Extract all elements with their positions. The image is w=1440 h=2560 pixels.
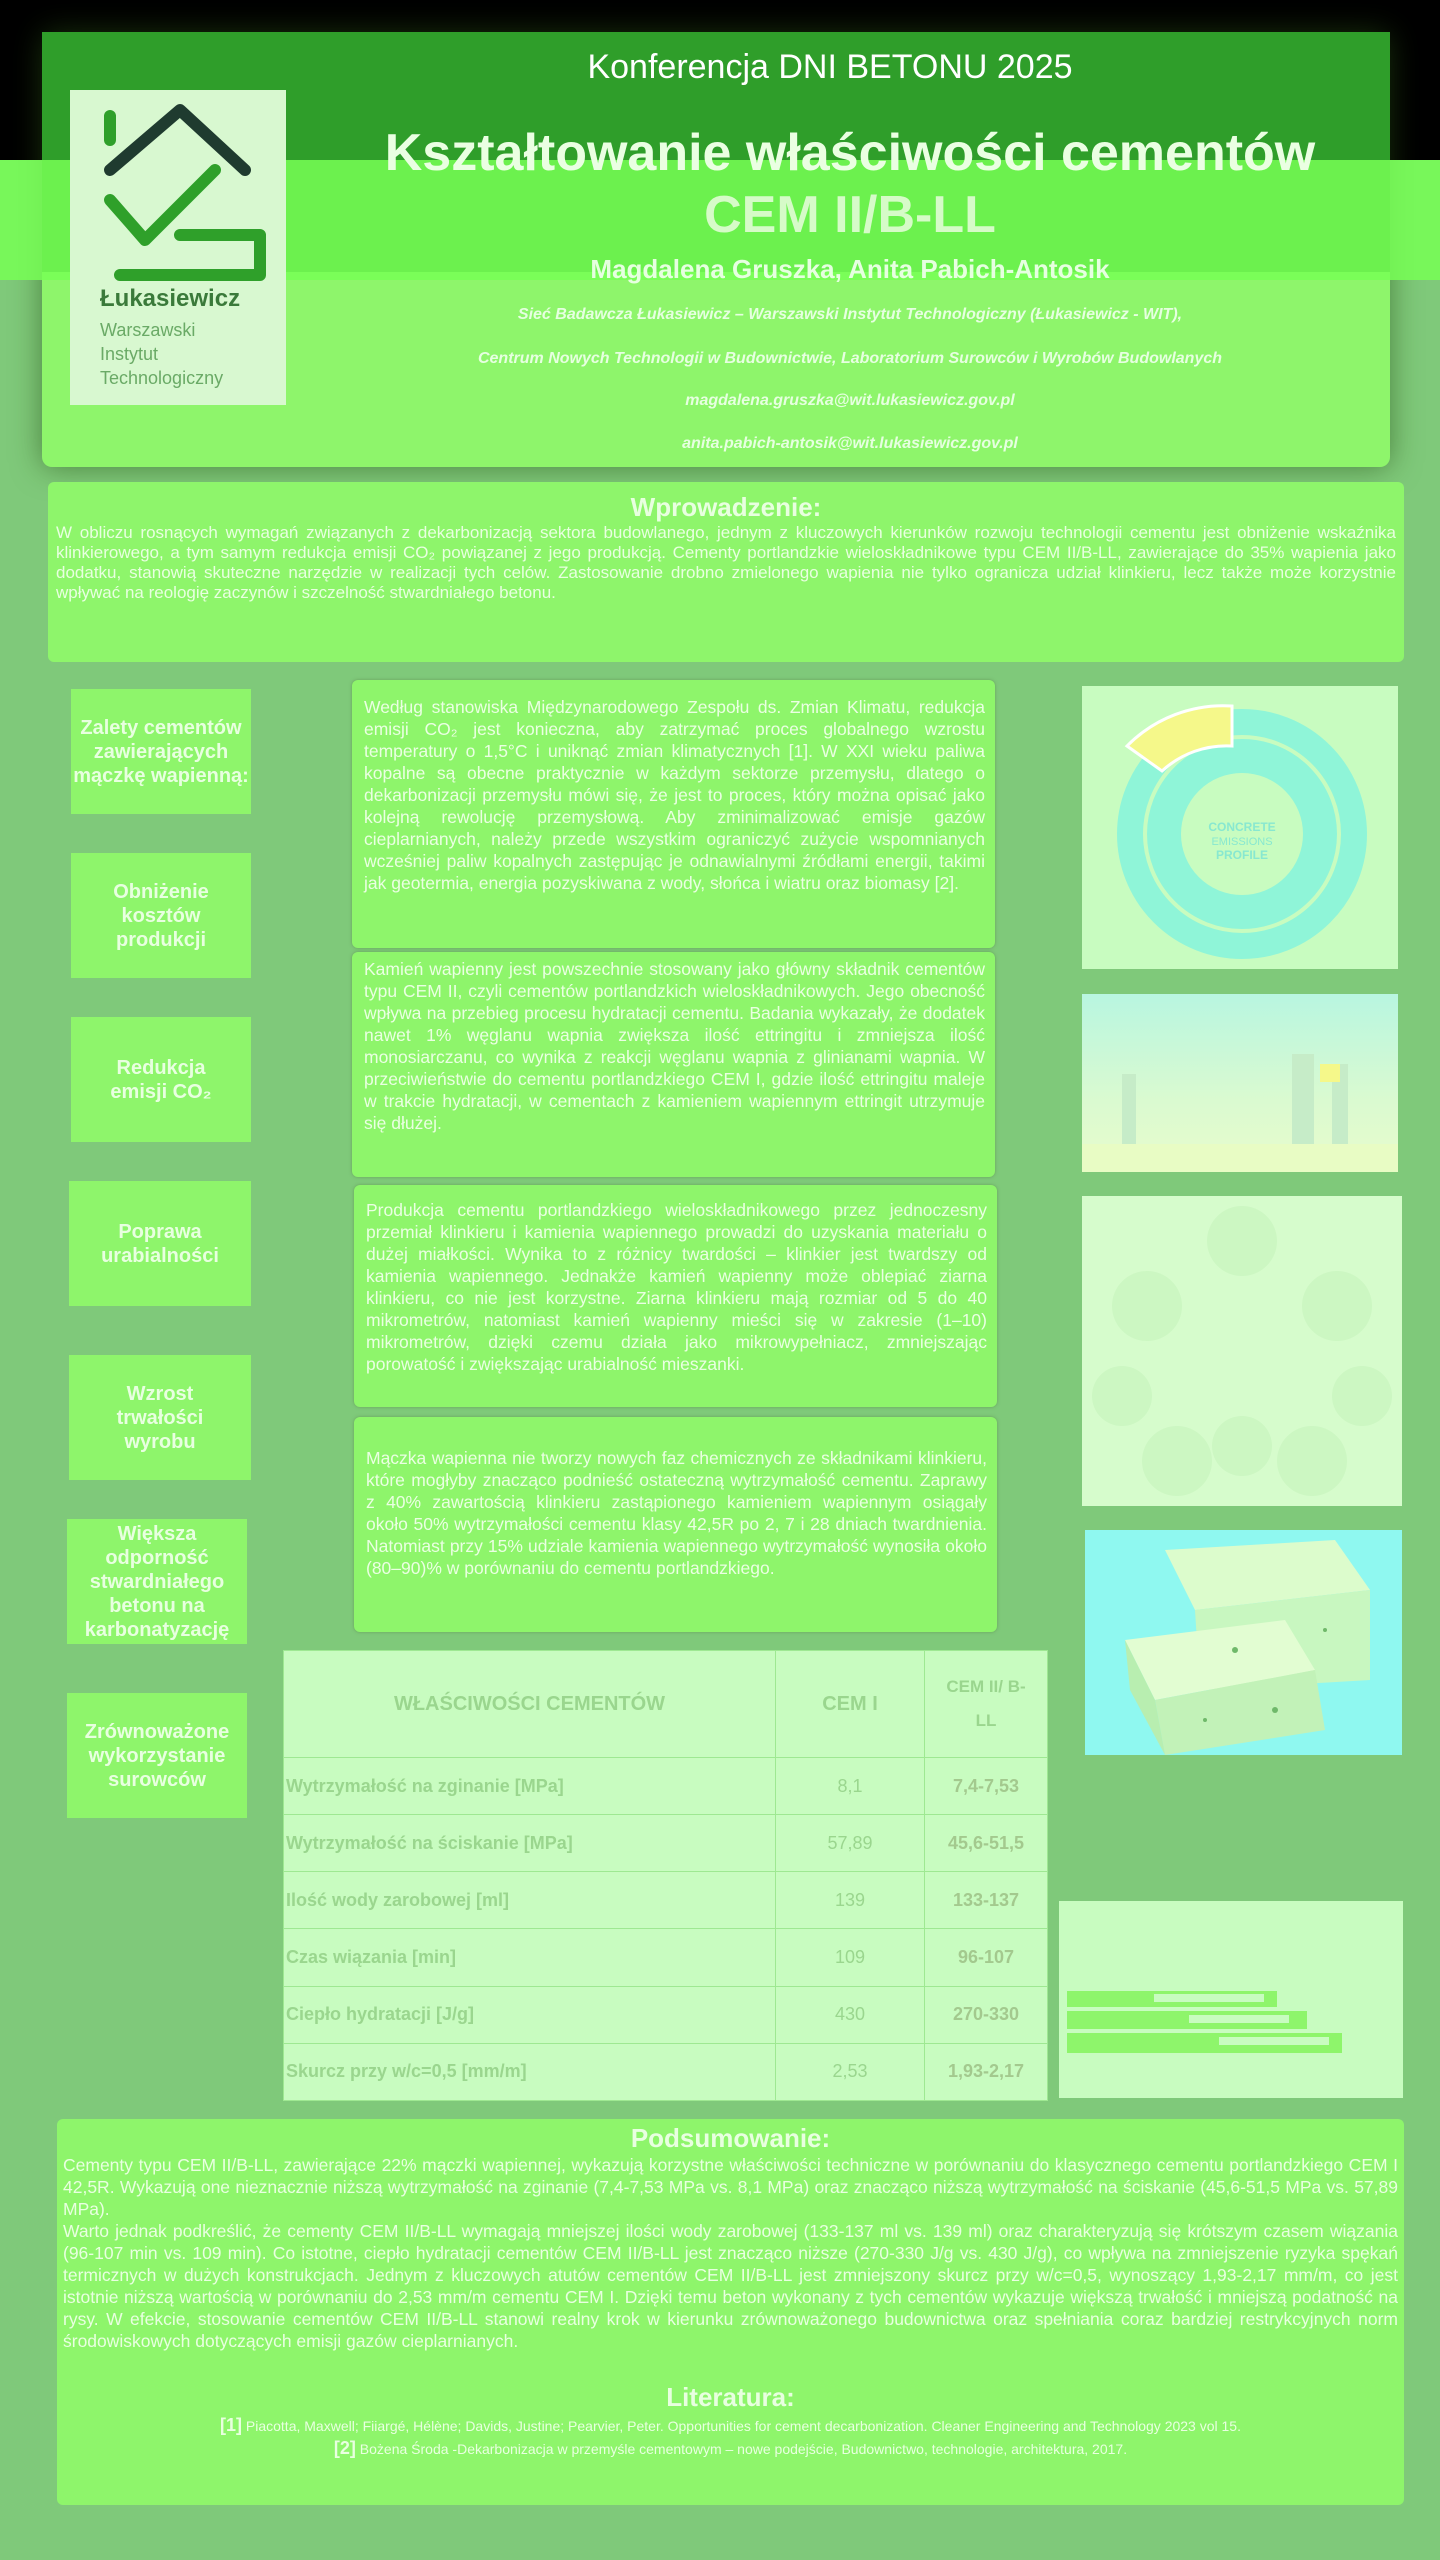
literature-ref-1-text: Piacotta, Maxwell; Fiiargé, Hélène; Davids, Justine; Pearvier, Peter. Opportunities for cement decarbonization. Cleaner Engineering and Technology 2023 vol 15. — [245, 2418, 1241, 2434]
intro-title: Wprowadzenie: — [630, 492, 822, 522]
middle-panel-2 — [352, 952, 995, 1177]
middle-panel-4 — [354, 1417, 997, 1632]
table-row — [284, 1815, 1048, 1872]
advantage-workability: Poprawa urabialności — [69, 1181, 251, 1306]
table-cell-cem-ii: 96-107 — [925, 1929, 1048, 1986]
middle-text-1: Według stanowiska Międzynarodowego Zespołu ds. Zmian Klimatu, redukcja emisji CO₂ jest konieczna, aby zatrzymać proces globalnego wzrostu temperatury o 1,5°C i uniknąć zmian klimatycznych [1]. W XXI wieku paliwa kopalne są obecne praktycznie w każdym sektorze przemysłu, dlatego o dekarbonizacji przemysłu mówi się, że jest to proces, który można opisać jako kolejną rewolucję przemysłową. Aby zminimalizować emisje gazów cieplarnianych, należy przede wszystkim ograniczyć zużycie wspomnianych wcześniej paliw kopalnych zastępując je odnawialnymi źródłami energii, takimi jak geotermia, energia pozyskiwana z wody, słońca i wiatru oraz biomasy [2]. — [364, 697, 985, 893]
table-cell-label: Wytrzymałość na zginanie [MPa] — [284, 1758, 776, 1815]
limestone-powder-image — [1082, 1196, 1402, 1506]
table-cell-cem-i: 57,89 — [776, 1815, 925, 1872]
middle-text-2: Kamień wapienny jest powszechnie stosowany jako główny składnik cementów typu CEM II, czyli cementów portlandzkich wieloskładnikowych. Jego obecność wpływa na przebieg procesu hydratacji cementu. Badania wykazały, że dodatek nawet 1% węglanu wapnia zwiększa ilość ettringitu i zmniejsza ilość monosiarczanu, co wynika z reakcji węglanu wapnia z glinianami wapnia. W przeciwieństwie do cementu portlandzkiego CEM I, gdzie ilość ettringitu maleje w trakcie hydratacji, w cementach z kamieniem wapiennym ettringit utrzymuje się dłużej. — [364, 959, 985, 1133]
powder-piles-icon — [1082, 1196, 1402, 1506]
middle-text-4: Mączka wapienna nie tworzy nowych faz chemicznych ze składnikami klinkieru, które mogłyby znacząco podnieść ostateczną wytrzymałość cementu. Zaprawy z 40% zawartością klinkieru zastąpionego kamieniem wapiennym osiągały około 50% wytrzymałości cementu klasy 42,5R po 2, 7 i 28 dniach twardnienia. Natomiast przy 15% udziale kamienia wapiennego wytrzymałość wynosiła około (80–90)% w porównaniu do cementu portlandzkiego. — [366, 1448, 987, 1578]
summary-title: Podsumowanie: — [630, 2123, 831, 2153]
table-cell-label: Ciepło hydratacji [J/g] — [284, 1986, 776, 2043]
advantage-durability: Wzrost trwałości wyrobu — [69, 1355, 251, 1480]
authors: Magdalena Gruszka, Anita Pabich-Antosik — [590, 254, 1110, 284]
table-row — [284, 1872, 1048, 1929]
summary-panel — [57, 2119, 1404, 2505]
middle-panel-3 — [354, 1185, 997, 1407]
properties-table-grid — [283, 1650, 1048, 2101]
table-header-cem-i: CEM I — [776, 1651, 925, 1758]
concrete-blocks-image — [1085, 1530, 1402, 1755]
literature-title: Literatura: — [666, 2382, 795, 2412]
affiliation-1: Sieć Badawcza Łukasiewicz – Warszawski Instytut Technologiczny (Łukasiewicz - WIT), — [517, 306, 1183, 323]
factory-icon — [1082, 994, 1398, 1172]
logo-sub-2: Instytut — [100, 344, 159, 364]
email-1: magdalena.gruszka@wit.lukasiewicz.gov.pl — [685, 392, 1015, 409]
table-cell-cem-ii: 1,93-2,17 — [925, 2043, 1048, 2100]
table-cell-cem-ii: 270-330 — [925, 1986, 1048, 2043]
intro-text: W obliczu rosnących wymagań związanych z dekarbonizacją sektora budowlanego, jednym z kluczowych kierunków rozwoju technologii cementu jest obniżenie wskaźnika klinkierowego, a tym samym redukcja emisji CO₂ powiązanej z jego produkcją. Cementy portlandzkie wieloskładnikowe typu CEM II/B-LL, zawierające do 35% wapienia jako dodatku, stanowią skuteczne narzędzie w realizacji tych celów. Zastosowanie drobno zmielonego wapienia nie tylko ogranicza udział klinkieru, lecz także może korzystnie wpływać na reologię zaczynów i szczelność stwardniałego betonu. — [56, 523, 1396, 602]
advantage-cost: Obniżenie kosztów produkcji — [71, 853, 251, 978]
logo-sub-1: Warszawski — [100, 320, 196, 340]
table-cell-label: Wytrzymałość na ściskanie [MPa] — [284, 1815, 776, 1872]
table-cell-cem-ii: 45,6-51,5 — [925, 1815, 1048, 1872]
table-cell-label: Skurcz przy w/c=0,5 [mm/m] — [284, 2043, 776, 2100]
affiliation-2: Centrum Nowych Technologii w Budownictwie, Laboratorium Surowców i Wyrobów Budowlanych — [477, 350, 1223, 367]
literature-ref-2-number: [2] — [333, 2438, 356, 2458]
intro-panel — [48, 482, 1404, 662]
advantage-carbonation: Większa odporność stwardniałego betonu na karbonatyzację — [67, 1519, 247, 1644]
literature-ref-2 — [57, 2438, 1404, 2459]
table-header-properties: WŁAŚCIWOŚCI CEMENTÓW — [284, 1651, 776, 1758]
profile-label-1: CONCRETE — [1208, 820, 1276, 834]
middle-panel-1 — [352, 680, 995, 948]
table-row — [284, 1758, 1048, 1815]
summary-paragraph-2: Warto jednak podkreślić, że cementy CEM II/B-LL wymagają mniejszej ilości wody zarobowej (133-137 ml vs. 139 ml) oraz charakteryzują się krótszym czasem wiązania (96-107 min vs. 109 min). Co istotne, ciepło hydratacji cementów CEM II/B-LL jest znacząco niższe (270-330 J/g vs. 430 J/g), co wpływa na zmniejszenie ryzyka spękań termicznych w dużych konstrukcjach. Jednym z kluczowych atutów cementów CEM II/B-LL jest zmniejszony skurcz przy w/c=0,5, wynoszący 1,93-2,17 mm/m, co jest istotnie niższą wartością w porównaniu do 2,53 mm/m cementu CEM I. Dzięki temu beton wykonany z tych cementów wykazuje większą trwałość i mniejszą podatność na rysy. W efekcie, stosowanie cementów CEM II/B-LL stanowi realny krok w kierunku zrównoważonego budownictwa oraz spełniania coraz bardziej restrykcyjnych norm środowiskowych dotyczących emisji gazów cieplarnianych. — [63, 2221, 1398, 2351]
logo-name: Łukasiewicz — [100, 285, 241, 312]
advantages-title: Zalety cementów zawierających mączkę wapienną: — [71, 689, 251, 814]
table-cell-cem-i: 8,1 — [776, 1758, 925, 1815]
logo-sub-3: Technologiczny — [100, 368, 224, 388]
literature-ref-1-number: [1] — [220, 2415, 242, 2435]
table-row — [284, 1929, 1048, 1986]
table-cell-cem-i: 109 — [776, 1929, 925, 1986]
table-cell-cem-ii: 133-137 — [925, 1872, 1048, 1929]
poster-title-line-2: CEM II/B-LL — [704, 186, 996, 244]
table-row — [284, 1986, 1048, 2043]
concrete-emissions-profile-image — [1082, 686, 1398, 969]
table-cell-cem-i: 139 — [776, 1872, 925, 1929]
table-cell-label: Czas wiązania [min] — [284, 1929, 776, 1986]
logo-mark-icon — [70, 90, 286, 290]
concrete-block-icon — [1085, 1530, 1402, 1755]
table-cell-cem-i: 430 — [776, 1986, 925, 2043]
conference-name: Konferencja DNI BETONU 2025 — [587, 48, 1073, 86]
emissions-donut-icon — [1082, 686, 1398, 969]
literature-ref-2-text: Bożena Środa -Dekarbonizacja w przemyśle cementowym – nowe podejście, Budownictwo, technologie, architektura, 2017. — [359, 2441, 1128, 2457]
email-2: anita.pabich-antosik@wit.lukasiewicz.gov.pl — [682, 435, 1018, 452]
advantage-sustainable: Zrównoważone wykorzystanie surowców — [67, 1693, 247, 1818]
properties-table — [283, 1650, 1048, 2101]
lukasiewicz-logo — [70, 90, 286, 405]
cement-plant-image — [1082, 994, 1398, 1172]
poster-title-line-1: Kształtowanie właściwości cementów — [384, 124, 1316, 182]
table-cell-label: Ilość wody zarobowej [ml] — [284, 1872, 776, 1929]
table-cell-cem-ii: 7,4-7,53 — [925, 1758, 1048, 1815]
bar-graphic-image — [1059, 1901, 1403, 2098]
table-header-row — [284, 1651, 1048, 1758]
profile-label-3: PROFILE — [1215, 848, 1269, 862]
table-row — [284, 2043, 1048, 2100]
table-header-cem-ii: CEM II/ B-LL — [925, 1651, 1048, 1758]
middle-text-3: Produkcja cementu portlandzkiego wieloskładnikowego przez jednoczesny przemiał klinkieru i kamienia wapiennego prowadzi do uzyskania materiału o dużej miałkości. Wynika to z różnicy twardości – klinkier jest twardszy od kamienia wapiennego. Jednakże kamień wapienny może oblepiać ziarna klinkieru, co nie jest korzystne. Ziarna klinkieru mają rozmiar od 5 do 40 mikrometrów, natomiast kamień wapienny mieści się w zakresie (1–10) mikrometrów, dzięki czemu działa jako mikrowypełniacz, zmniejszając porowatość i zwiększając urabialność mieszanki. — [366, 1200, 987, 1374]
advantage-co2: Redukcja emisji CO₂ — [71, 1017, 251, 1142]
table-cell-cem-i: 2,53 — [776, 2043, 925, 2100]
summary-paragraph-1: Cementy typu CEM II/B-LL, zawierające 22% mączki wapiennej, wykazują korzystne właściwości techniczne w porównaniu do klasycznego cementu portlandzkiego CEM I 42,5R. Wykazują one nieznacznie niższą wytrzymałość na zginanie (7,4-7,53 MPa vs. 8,1 MPa) oraz znacząco niższą wytrzymałość na ściskanie (45,6-51,5 MPa vs. 57,89 MPa). — [63, 2155, 1398, 2219]
literature-ref-1 — [57, 2415, 1404, 2436]
profile-label-2: EMISSIONS — [1211, 836, 1273, 848]
bar-graphic-icon — [1059, 1901, 1403, 2098]
